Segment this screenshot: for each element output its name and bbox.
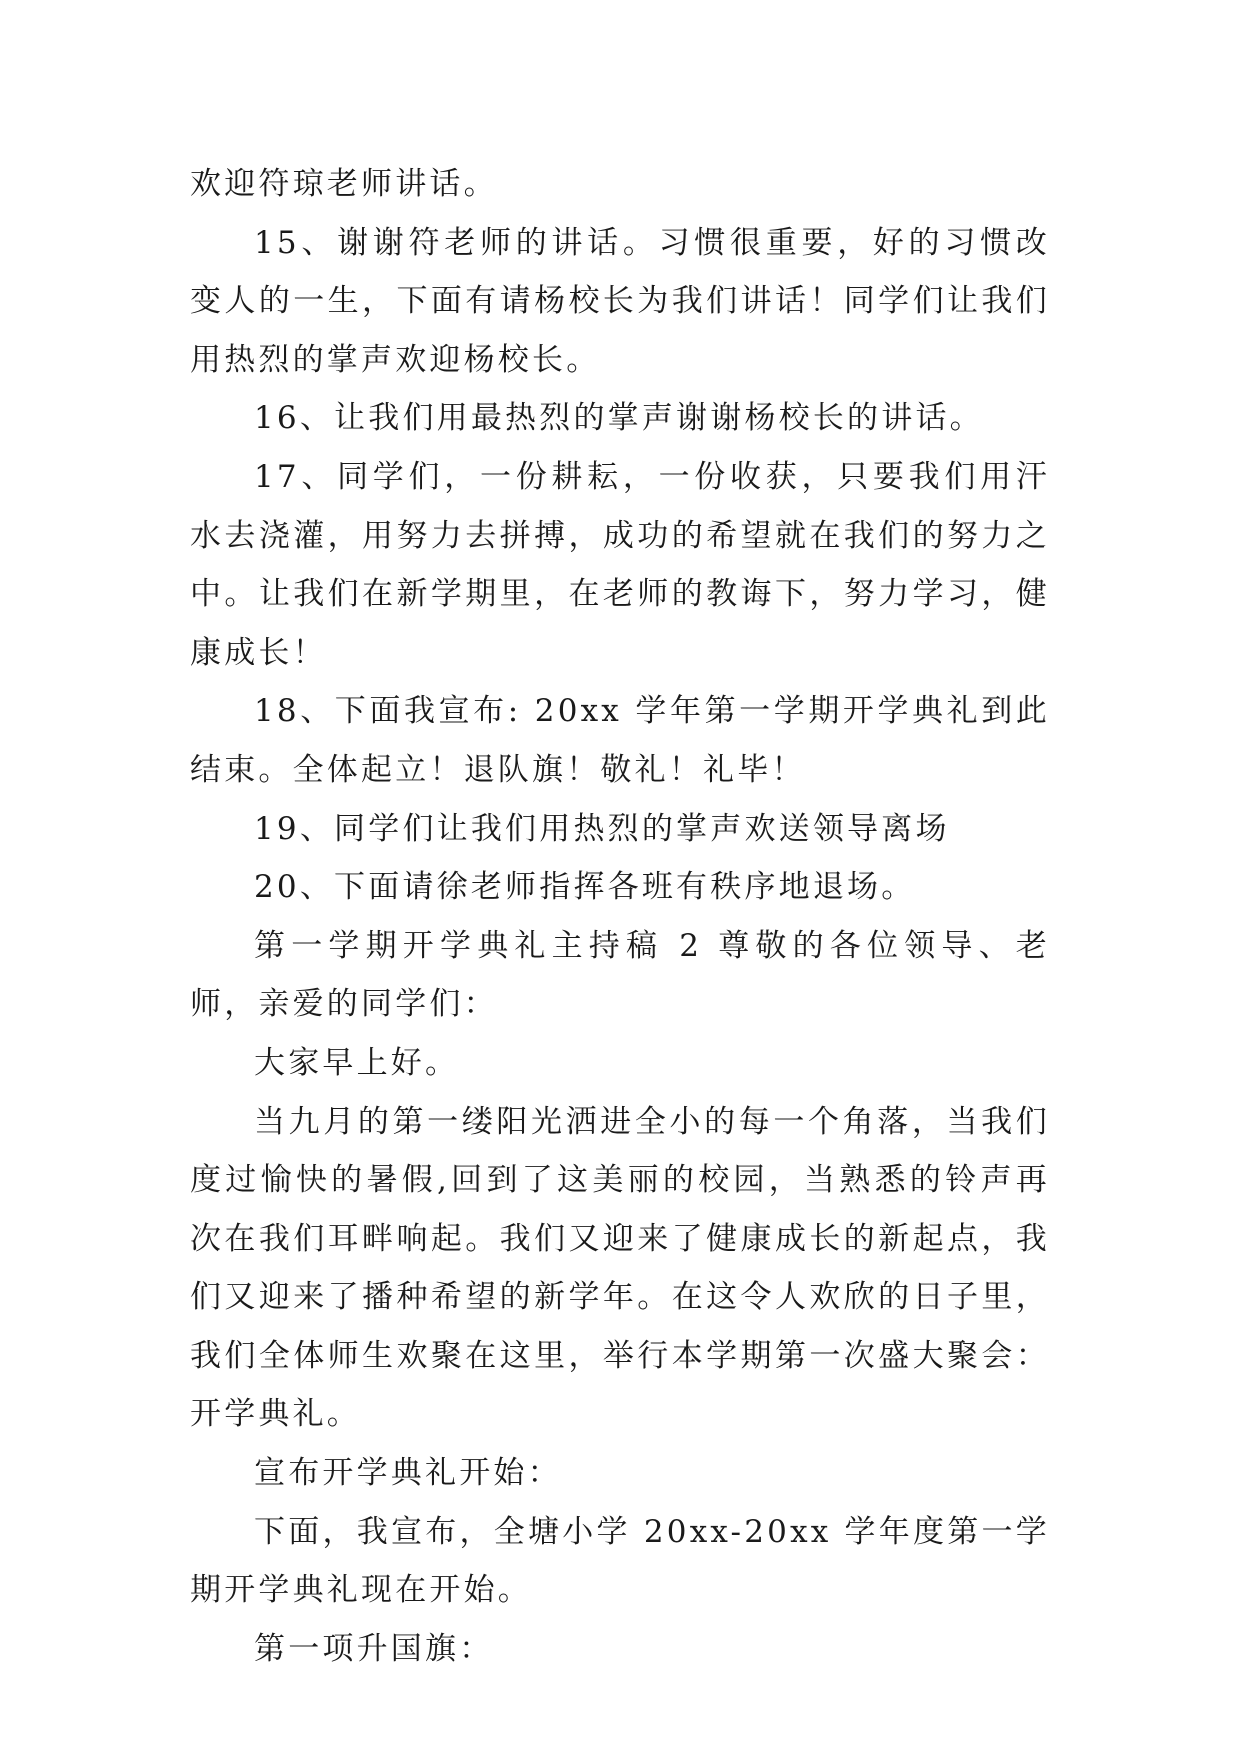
paragraph-opening-speech: 当九月的第一缕阳光洒进全小的每一个角落，当我们度过愉快的暑假,回到了这美丽的校园，当熟悉的铃声再次在我们耳畔响起。我们又迎来了健康成长的新起点，我们又迎来了播种希望的新学年。在这令人欢欣的日子里，我们全体师生欢聚在这里，举行本学期第一次盛大聚会：开学典礼。 [190, 1103, 1050, 1433]
paragraph-welcome-fu: 欢迎符琼老师讲话。 [190, 166, 498, 202]
paragraph-flag-raising: 第一项升国旗： [254, 1630, 494, 1667]
paragraph-announce-start: 宣布开学典礼开始： [254, 1455, 562, 1492]
paragraph-item-17: 17、同学们，一份耕耘，一份收获，只要我们用汗水去浇灌，用努力去拼搏，成功的希望就在我们的努力之中。让我们在新学期里，在老师的教诲下，努力学习，健康成长！ [190, 458, 1050, 671]
paragraph-greeting: 大家早上好。 [254, 1044, 460, 1081]
paragraph-item-20: 20、下面请徐老师指挥各班有秩序地退场。 [254, 869, 916, 906]
paragraph-script-2-heading: 第一学期开学典礼主持稿 2 尊敬的各位领导、老师，亲爱的同学们： [190, 927, 1050, 1023]
paragraph-item-18: 18、下面我宣布: 20xx 学年第一学期开学典礼到此结束。全体起立！退队旗！敬礼！礼毕！ [190, 693, 1050, 788]
paragraph-item-19: 19、同学们让我们用热烈的掌声欢送领导离场 [254, 810, 950, 847]
paragraph-declaration: 下面，我宣布，全塘小学 20xx-20xx 学年度第一学期开学典礼现在开始。 [190, 1513, 1050, 1609]
paragraph-item-15: 15、谢谢符老师的讲话。习惯很重要，好的习惯改变人的一生，下面有请杨校长为我们讲话！同学们让我们用热烈的掌声欢迎杨校长。 [190, 224, 1050, 378]
paragraph-item-16: 16、让我们用最热烈的掌声谢谢杨校长的讲话。 [254, 400, 984, 437]
document-body [190, 155, 1050, 1678]
